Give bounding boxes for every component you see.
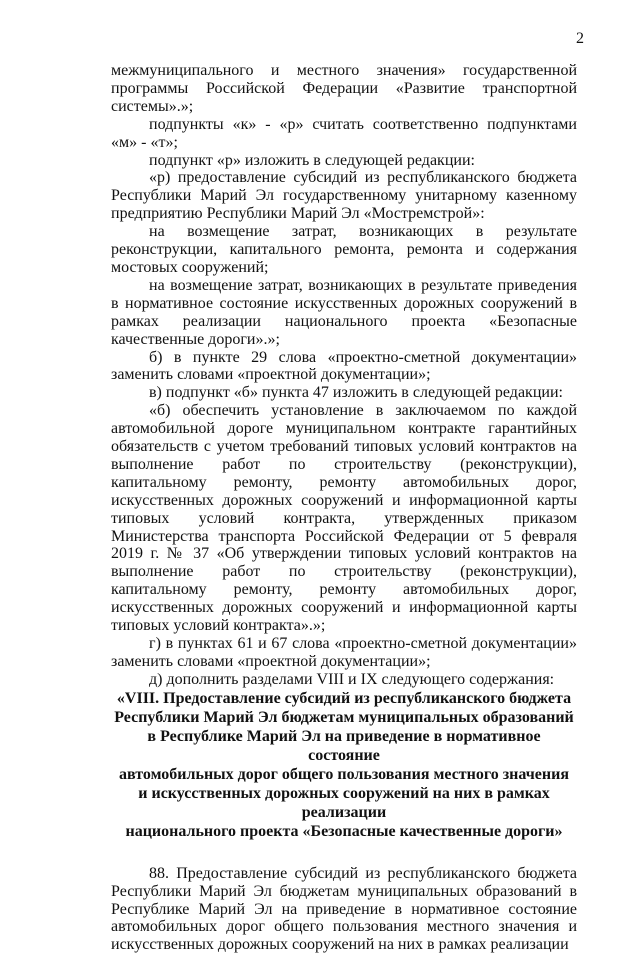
paragraph: д) дополнить разделами VIII и IX следующего содержания: xyxy=(149,670,555,688)
heading-line: Республики Марий Эл бюджетам муниципальных образований xyxy=(114,708,574,726)
paragraph: «б) обеспечить установление в заключаемом по каждой автомобильной дороге муниципальном контракте гарантийных обязательств с учетом требований типовых условий контрактов на выполнение работ по строительству (реконструкции), капитальному ремонту, ремонту автомобильных дорог, искусственных дорожных сооружений и информационной карты типовых условий контракта, утвержденных приказом Министерства транспорта Российской Федерации от 5 февраля 2019 г. № 37 «Об утверждении типовых условий контрактов на выполнение работ по строительству (реконструкции), капитальному ремонту, ремонту автомобильных дорог, искусственных дорожных сооружений и информационной карты типовых условий контракта».»; xyxy=(111,402,577,635)
paragraph: подпункт «р» изложить в следующей редакции: xyxy=(149,151,475,169)
paragraph: в) подпункт «б» пункта 47 изложить в следующей редакции: xyxy=(149,384,563,402)
paragraph: 88. Предоставление субсидий из республиканского бюджета Республики Марий Эл бюджетам муниципальных образований в Республике Марий Эл на приведение в нормативное состояние автомобильных дорог общего пользования местного значения и искусственных дорожных сооружений на них в рамках реализации xyxy=(111,864,577,954)
paragraph: межмуниципального и местного значения» государственной программы Российской Федерации «Развитие транспортной системы».»; xyxy=(111,62,577,115)
heading-line: «VIII. Предоставление субсидий из республиканского бюджета xyxy=(116,689,572,707)
heading-line: национального проекта «Безопасные качественные дороги» xyxy=(125,822,563,840)
spacer xyxy=(111,841,577,865)
heading-line: автомобильных дорог общего пользования местного значения xyxy=(119,765,569,783)
paragraph: на возмещение затрат, возникающих в результате реконструкции, капитального ремонта, ремонта и содержания мостовых сооружений; xyxy=(111,223,577,276)
heading-line: в Республике Марий Эл на приведение в нормативное состояние xyxy=(147,727,541,764)
paragraph: подпункты «к» - «р» считать соответственно подпунктами «м» - «т»; xyxy=(111,115,577,151)
paragraph: б) в пункте 29 слова «проектно-сметной документации» заменить словами «проектной документации»; xyxy=(111,348,577,384)
page-number: 2 xyxy=(576,30,584,47)
document-body xyxy=(111,62,577,954)
section-heading xyxy=(111,689,577,841)
paragraph: «р) предоставление субсидий из республиканского бюджета Республики Марий Эл государственному унитарному казенному предприятию Республики Марий Эл «Мостремстрой»: xyxy=(111,169,577,223)
paragraph: г) в пунктах 61 и 67 слова «проектно-сметной документации» заменить словами «проектной документации»; xyxy=(111,635,577,670)
paragraph: на возмещение затрат, возникающих в результате приведения в нормативное состояние искусственных дорожных сооружений в рамках реализации национального проекта «Безопасные качественные дороги».»; xyxy=(111,276,577,348)
heading-line: и искусственных дорожных сооружений на них в рамках реализации xyxy=(138,784,550,821)
